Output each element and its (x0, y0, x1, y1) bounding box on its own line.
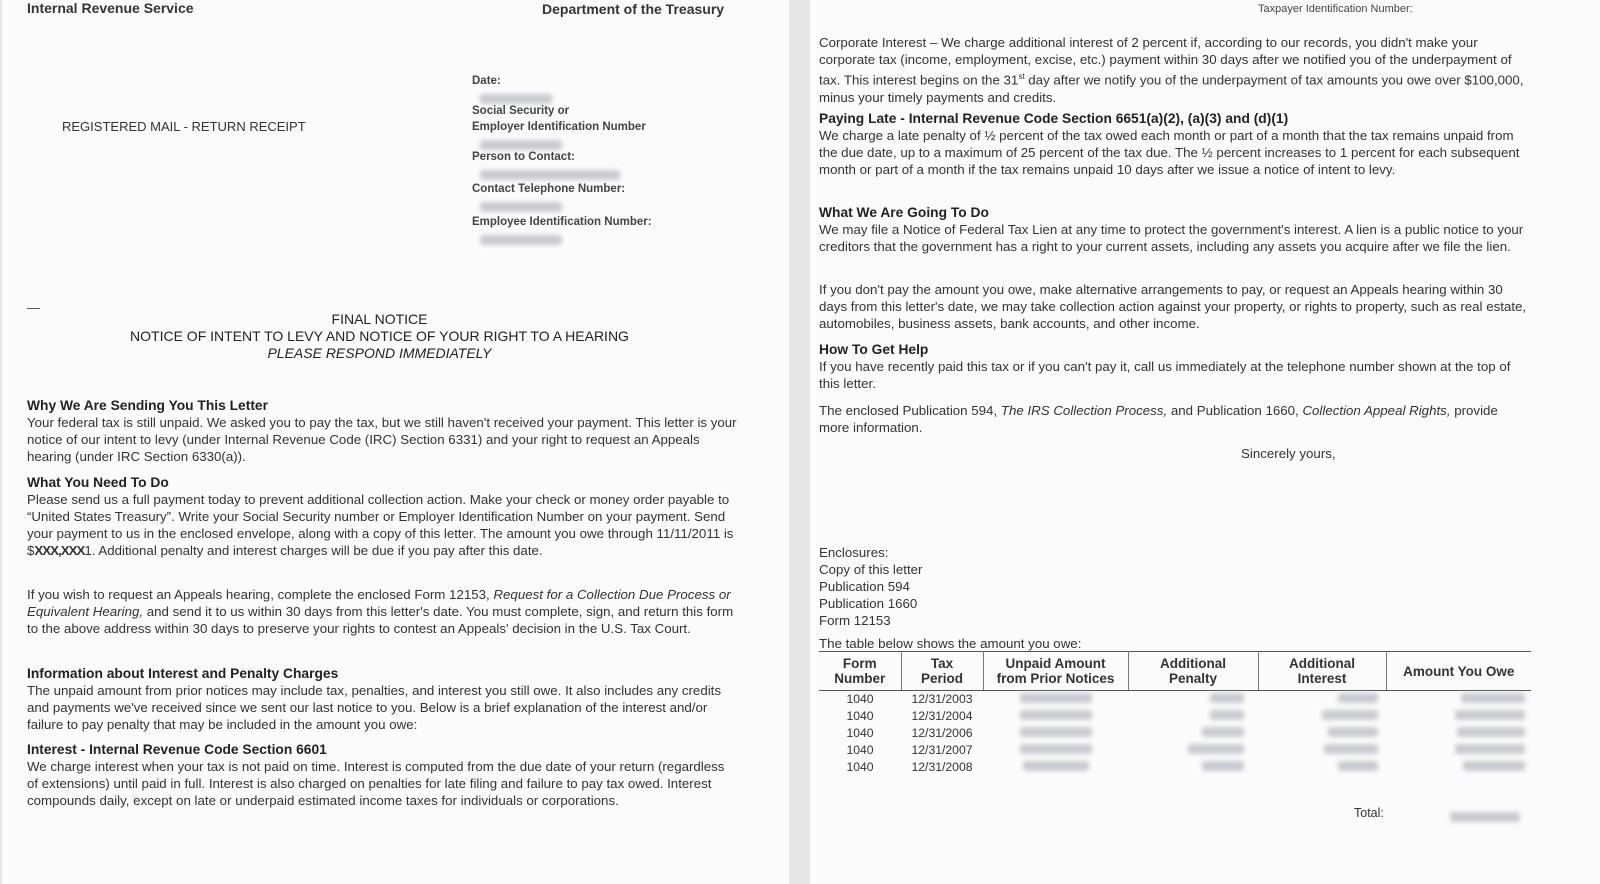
agency-name: Internal Revenue Service (27, 0, 194, 16)
registered-mail: REGISTERED MAIL - RETURN RECEIPT (62, 119, 306, 134)
publications-section (819, 402, 1531, 436)
paying-late-title: Paying Late - Internal Revenue Code Section 6651(a)(2), (a)(3) and (d)(1) (819, 111, 1289, 126)
corporate-interest-body: Corporate Interest – We charge additional interest of 2 percent if, according to our records, you didn't make your corporate tax (income, employment, excise, etc.) payment within 30 days after we notified you of the underpayment of tax. This interest begins on the 31st day after we notify you of the underpayment of tax amounts you owe over $100,000, minus your timely payments and credits. (819, 35, 1524, 105)
enclosure-item: Form 12153 (819, 613, 891, 629)
why-body: Your federal tax is still unpaid. We asked you to pay the tax, but we still haven't received your payment. This letter is your notice of our intent to levy (under Internal Revenue Code (IRC) Section 6331) and your right to request an Appeals hearing (under IRC Section 6330(a)). (27, 415, 737, 465)
enclosure-item: Publication 594 (819, 579, 910, 595)
sincerely: Sincerely yours, (1241, 446, 1336, 461)
col-additional-interest: Additional Interest (1258, 652, 1386, 691)
col-form-number: Form Number (819, 652, 901, 691)
total-label: Total: (1354, 806, 1384, 820)
col-tax-period: Tax Period (901, 652, 983, 691)
ssn-label-line2: Employer Identification Number (472, 121, 646, 133)
margin-dash: — (27, 300, 40, 315)
info-section (27, 665, 739, 733)
table-row: 1040 12/31/2004 (819, 708, 1531, 725)
info-title: Information about Interest and Penalty Charges (27, 666, 339, 681)
appeal-body: If you wish to request an Appeals hearing, complete the enclosed Form 12153, Request for a Collection Due Process or Equivalent Hearing, and send it to us within 30 days from this letter's date. You must complete, sign, and return this form to the above address within 30 days to preserve your rights to contest an Appeals' decision in the U.S. Tax Court. (27, 587, 734, 637)
need-section (27, 474, 739, 559)
final-notice-title: FINAL NOTICE (331, 311, 428, 327)
enclosures-title: Enclosures: (819, 545, 889, 560)
help-body: If you have recently paid this tax or if you can't pay it, call us immediately at the telephone number shown at the top of this letter. (819, 359, 1511, 392)
enclosure-item: Publication 1660 (819, 596, 918, 612)
phone-value-redacted (480, 199, 562, 217)
letter-page-1 (2, 0, 789, 884)
help-title: How To Get Help (819, 342, 929, 357)
table-header-row (819, 652, 1531, 691)
corporate-interest-section (819, 34, 1531, 106)
enclosure-item: Copy of this letter (819, 562, 923, 578)
help-section (819, 341, 1531, 392)
date-label: Date: (472, 75, 501, 87)
notice-heading (2, 311, 757, 362)
table-intro: The table below shows the amount you owe: (819, 636, 1082, 651)
interest-body: We charge interest when your tax is not paid on time. Interest is computed from the due date of your return (regardless of extensions) until paid in full. Interest is also charged on penalties for late filing and failure to pay tax owed. Interest compounds daily, except on late or underpaid estimated income taxes for individuals or corporations. (27, 759, 725, 809)
notice-of-intent-title: NOTICE OF INTENT TO LEVY AND NOTICE OF YOUR RIGHT TO A HEARING (130, 328, 629, 344)
why-title: Why We Are Sending You This Letter (27, 398, 268, 413)
letter-page-2 (810, 0, 1600, 884)
interest-section (27, 741, 739, 809)
tin-label: Taxpayer Identification Number: (1258, 3, 1413, 15)
paying-late-body: We charge a late penalty of ½ percent of the tax owed each month or part of a month that the tax remains unpaid from the due date, up to a maximum of 25 percent of the tax due. The ½ percent increases to 1 percent for each subsequent month or part of a month if the tax remains unpaid 10 days after we issue a notice of intent to levy. (819, 128, 1520, 178)
col-additional-penalty: Additional Penalty (1128, 652, 1258, 691)
table-row: 1040 12/31/2006 (819, 725, 1531, 742)
going-to-do-body: We may file a Notice of Federal Tax Lien at any time to protect the government's interest. A lien is a public notice to your creditors that the government has a right to your current assets, including any assets you acquire after we file the lien. (819, 222, 1524, 255)
going-to-do-section (819, 204, 1531, 255)
amount-owed-table (819, 651, 1531, 776)
employee-id-value-redacted (480, 232, 562, 250)
dont-pay-body: If you don't pay the amount you owe, make alternative arrangements to pay, or request an Appeals hearing within 30 days from this letter's date, we may take collection action against your property, or rights to property, such as real estate, automobiles, business assets, bank accounts, and other income. (819, 282, 1527, 332)
dont-pay-section (819, 281, 1531, 332)
table-row: 1040 12/31/2003 (819, 691, 1531, 709)
appeal-section (27, 586, 739, 637)
amount-redaction: XXX,XXX (34, 543, 85, 559)
interest-title: Interest - Internal Revenue Code Section 6601 (27, 742, 327, 757)
going-to-do-title: What We Are Going To Do (819, 205, 989, 220)
why-section (27, 397, 739, 465)
table-row: 1040 12/31/2007 (819, 742, 1531, 759)
ssn-label-line1: Social Security or (472, 105, 570, 117)
department-name: Department of the Treasury (542, 1, 725, 17)
table-row: 1040 12/31/2008 (819, 759, 1531, 776)
col-unpaid-amount: Unpaid Amount from Prior Notices (983, 652, 1128, 691)
page-gap (789, 0, 810, 884)
person-label: Person to Contact: (472, 151, 575, 163)
phone-label: Contact Telephone Number: (472, 183, 626, 195)
need-body: Please send us a full payment today to prevent additional collection action. Make your check or money order payable to “United States Treasury”. Write your Social Security number or Employer Identification Number on your payment. Send your payment to us in the enclosed envelope, along with a copy of this letter. The amount you owe through 11/11/2011 is $XXX,XXX1. Additional penalty and interest charges will be due if you pay after this date. (27, 492, 734, 559)
paying-late-section (819, 110, 1531, 178)
publications-body: The enclosed Publication 594, The IRS Collection Process, and Publication 1660, Collection Appeal Rights, provide more information. (819, 403, 1498, 436)
enclosures-section (819, 544, 1119, 629)
total-value-redacted (1450, 809, 1520, 827)
col-amount-you-owe: Amount You Owe (1386, 652, 1531, 691)
info-body: The unpaid amount from prior notices may include tax, penalties, and interest you still owe. It also includes any credits and payments we've received since we sent our last notice to you. Below is a brief explanation of the interest and/or failure to pay penalty that may be included in the amount you owe: (27, 683, 722, 733)
respond-immediately: PLEASE RESPOND IMMEDIATELY (267, 345, 492, 361)
need-title: What You Need To Do (27, 475, 169, 490)
employee-id-label: Employee Identification Number: (472, 216, 652, 228)
